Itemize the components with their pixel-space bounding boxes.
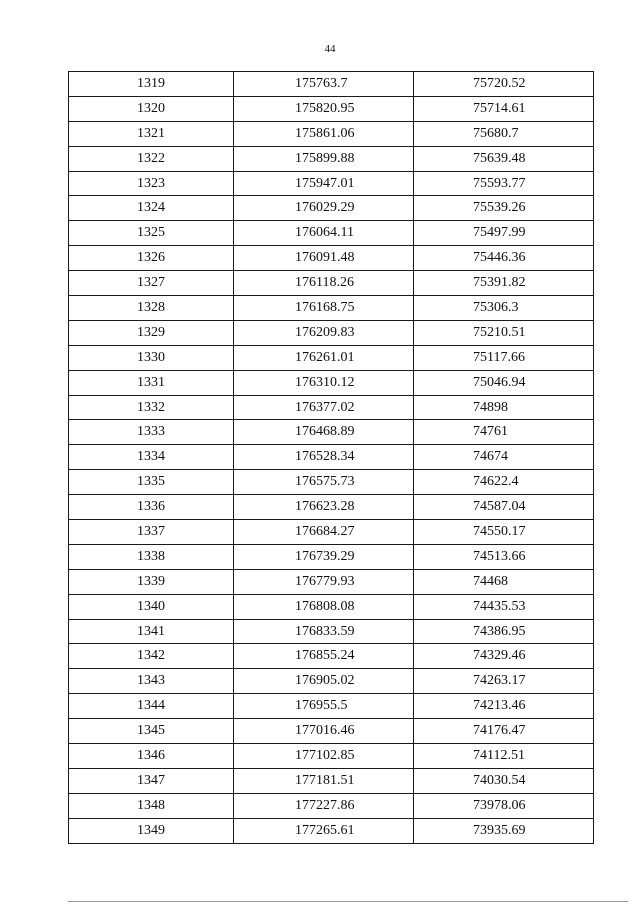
point-number-cell: 1348	[69, 793, 234, 818]
point-number-cell: 1335	[69, 470, 234, 495]
point-number-cell: 1336	[69, 495, 234, 520]
x-coordinate-cell: 176808.08	[234, 594, 414, 619]
coordinate-table-body	[69, 72, 594, 844]
table-row	[69, 793, 594, 818]
y-coordinate-cell: 75714.61	[414, 96, 594, 121]
y-coordinate-cell: 75117.66	[414, 345, 594, 370]
x-coordinate-cell: 177265.61	[234, 818, 414, 843]
y-coordinate-cell: 75680.7	[414, 121, 594, 146]
x-coordinate-cell: 176528.34	[234, 445, 414, 470]
table-row	[69, 320, 594, 345]
x-coordinate-cell: 176261.01	[234, 345, 414, 370]
point-number-cell: 1344	[69, 694, 234, 719]
point-number-cell: 1338	[69, 544, 234, 569]
y-coordinate-cell: 75497.99	[414, 221, 594, 246]
x-coordinate-cell: 176377.02	[234, 395, 414, 420]
y-coordinate-cell: 75639.48	[414, 146, 594, 171]
y-coordinate-cell: 75306.3	[414, 296, 594, 321]
point-number-cell: 1321	[69, 121, 234, 146]
y-coordinate-cell: 75446.36	[414, 246, 594, 271]
y-coordinate-cell: 74622.4	[414, 470, 594, 495]
x-coordinate-cell: 177227.86	[234, 793, 414, 818]
point-number-cell: 1340	[69, 594, 234, 619]
y-coordinate-cell: 73978.06	[414, 793, 594, 818]
x-coordinate-cell: 176118.26	[234, 271, 414, 296]
table-row	[69, 445, 594, 470]
x-coordinate-cell: 176091.48	[234, 246, 414, 271]
y-coordinate-cell: 74386.95	[414, 619, 594, 644]
x-coordinate-cell: 175861.06	[234, 121, 414, 146]
y-coordinate-cell: 74761	[414, 420, 594, 445]
page-number: 44	[324, 43, 336, 55]
x-coordinate-cell: 177102.85	[234, 744, 414, 769]
y-coordinate-cell: 74329.46	[414, 644, 594, 669]
table-row	[69, 96, 594, 121]
table-row	[69, 171, 594, 196]
point-number-cell: 1342	[69, 644, 234, 669]
coordinate-table	[68, 71, 594, 844]
y-coordinate-cell: 74263.17	[414, 669, 594, 694]
x-coordinate-cell: 177016.46	[234, 719, 414, 744]
table-row	[69, 569, 594, 594]
y-coordinate-cell: 74468	[414, 569, 594, 594]
y-coordinate-cell: 75391.82	[414, 271, 594, 296]
x-coordinate-cell: 176905.02	[234, 669, 414, 694]
point-number-cell: 1332	[69, 395, 234, 420]
point-number-cell: 1343	[69, 669, 234, 694]
point-number-cell: 1349	[69, 818, 234, 843]
y-coordinate-cell: 75210.51	[414, 320, 594, 345]
y-coordinate-cell: 74112.51	[414, 744, 594, 769]
table-row	[69, 296, 594, 321]
point-number-cell: 1341	[69, 619, 234, 644]
y-coordinate-cell: 75046.94	[414, 370, 594, 395]
x-coordinate-cell: 176833.59	[234, 619, 414, 644]
point-number-cell: 1324	[69, 196, 234, 221]
point-number-cell: 1326	[69, 246, 234, 271]
point-number-cell: 1322	[69, 146, 234, 171]
point-number-cell: 1319	[69, 72, 234, 97]
point-number-cell: 1347	[69, 768, 234, 793]
x-coordinate-cell: 176739.29	[234, 544, 414, 569]
y-coordinate-cell: 74674	[414, 445, 594, 470]
point-number-cell: 1327	[69, 271, 234, 296]
table-row	[69, 271, 594, 296]
x-coordinate-cell: 176310.12	[234, 370, 414, 395]
x-coordinate-cell: 175820.95	[234, 96, 414, 121]
point-number-cell: 1331	[69, 370, 234, 395]
x-coordinate-cell: 176779.93	[234, 569, 414, 594]
table-row	[69, 544, 594, 569]
y-coordinate-cell: 73935.69	[414, 818, 594, 843]
point-number-cell: 1329	[69, 320, 234, 345]
y-coordinate-cell: 74213.46	[414, 694, 594, 719]
table-row	[69, 619, 594, 644]
x-coordinate-cell: 176623.28	[234, 495, 414, 520]
y-coordinate-cell: 74898	[414, 395, 594, 420]
y-coordinate-cell: 74513.66	[414, 544, 594, 569]
x-coordinate-cell: 176468.89	[234, 420, 414, 445]
table-row	[69, 470, 594, 495]
table-row	[69, 146, 594, 171]
y-coordinate-cell: 75593.77	[414, 171, 594, 196]
table-row	[69, 768, 594, 793]
page-bottom-rule	[68, 901, 628, 902]
y-coordinate-cell: 74176.47	[414, 719, 594, 744]
table-row	[69, 520, 594, 545]
table-row	[69, 719, 594, 744]
table-row	[69, 370, 594, 395]
table-row	[69, 395, 594, 420]
y-coordinate-cell: 74550.17	[414, 520, 594, 545]
x-coordinate-cell: 175947.01	[234, 171, 414, 196]
table-row	[69, 669, 594, 694]
table-row	[69, 221, 594, 246]
table-row	[69, 121, 594, 146]
y-coordinate-cell: 75720.52	[414, 72, 594, 97]
y-coordinate-cell: 74030.54	[414, 768, 594, 793]
y-coordinate-cell: 74587.04	[414, 495, 594, 520]
table-row	[69, 594, 594, 619]
point-number-cell: 1337	[69, 520, 234, 545]
table-row	[69, 744, 594, 769]
y-coordinate-cell: 74435.53	[414, 594, 594, 619]
y-coordinate-cell: 75539.26	[414, 196, 594, 221]
x-coordinate-cell: 176029.29	[234, 196, 414, 221]
point-number-cell: 1333	[69, 420, 234, 445]
x-coordinate-cell: 176955.5	[234, 694, 414, 719]
point-number-cell: 1320	[69, 96, 234, 121]
x-coordinate-cell: 175763.7	[234, 72, 414, 97]
table-row	[69, 72, 594, 97]
x-coordinate-cell: 177181.51	[234, 768, 414, 793]
x-coordinate-cell: 176855.24	[234, 644, 414, 669]
point-number-cell: 1346	[69, 744, 234, 769]
x-coordinate-cell: 176684.27	[234, 520, 414, 545]
table-row	[69, 246, 594, 271]
point-number-cell: 1328	[69, 296, 234, 321]
point-number-cell: 1330	[69, 345, 234, 370]
point-number-cell: 1339	[69, 569, 234, 594]
point-number-cell: 1345	[69, 719, 234, 744]
x-coordinate-cell: 176575.73	[234, 470, 414, 495]
table-row	[69, 345, 594, 370]
x-coordinate-cell: 176168.75	[234, 296, 414, 321]
table-row	[69, 644, 594, 669]
point-number-cell: 1323	[69, 171, 234, 196]
x-coordinate-cell: 176209.83	[234, 320, 414, 345]
table-row	[69, 420, 594, 445]
x-coordinate-cell: 175899.88	[234, 146, 414, 171]
table-row	[69, 196, 594, 221]
point-number-cell: 1334	[69, 445, 234, 470]
point-number-cell: 1325	[69, 221, 234, 246]
table-row	[69, 495, 594, 520]
table-row	[69, 694, 594, 719]
x-coordinate-cell: 176064.11	[234, 221, 414, 246]
table-row	[69, 818, 594, 843]
